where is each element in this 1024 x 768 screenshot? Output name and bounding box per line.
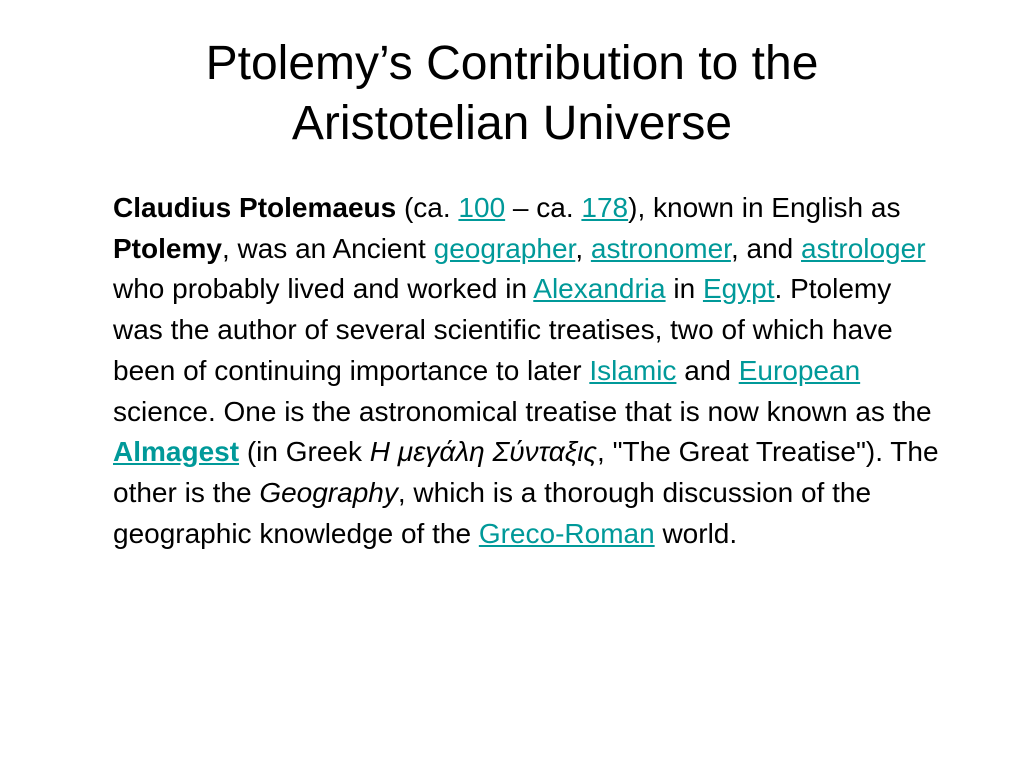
link-european[interactable]: European [738, 354, 861, 386]
body-paragraph [113, 188, 943, 554]
text-segment: in [665, 273, 703, 305]
link-astrologer[interactable]: astrologer [801, 232, 926, 264]
link-greco-roman[interactable]: Greco-Roman [478, 517, 655, 549]
text-segment: (ca. [396, 192, 459, 223]
text-segment: world. [654, 517, 738, 549]
text-segment: . Ptolemy was the author of several scientific treatises, two of which have been of continuing importance to later [113, 273, 893, 386]
link-alexandria[interactable]: Alexandria [533, 273, 666, 305]
link-100[interactable]: 100 [458, 192, 506, 223]
link-geographer[interactable]: geographer [433, 232, 576, 264]
text-segment: , was an Ancient [221, 232, 434, 264]
name-bold: Claudius Ptolemaeus [113, 192, 397, 223]
text-segment: (in Greek [239, 436, 370, 468]
link-egypt[interactable]: Egypt [702, 273, 775, 305]
text-segment: who probably lived and worked in [113, 273, 534, 305]
text-segment: ), known in English as [628, 192, 901, 223]
text-segment: , and [730, 232, 802, 264]
title-line-2: Aristotelian Universe [291, 97, 733, 150]
text-segment: , [575, 232, 591, 264]
slide-title [0, 34, 1024, 154]
ptolemy-bold: Ptolemy [113, 232, 222, 264]
text-segment: and [676, 354, 739, 386]
greek-title-italic: Η μεγάλη Σύνταξις [369, 436, 598, 468]
geography-italic: Geography [259, 476, 398, 508]
text-segment: , "The Great Treatise"). The other is the [113, 436, 939, 508]
link-islamic[interactable]: Islamic [589, 354, 677, 386]
text-segment: science. One is the astronomical treatise that is now known as the [113, 395, 932, 427]
link-almagest[interactable]: Almagest [113, 436, 240, 468]
link-astronomer[interactable]: astronomer [590, 232, 731, 264]
text-segment: – ca. [505, 192, 582, 223]
link-178[interactable]: 178 [581, 192, 629, 223]
title-line-1: Ptolemy’s Contribution to the [205, 37, 819, 90]
text-segment: , which is a thorough discussion of the geographic knowledge of the [113, 476, 872, 549]
